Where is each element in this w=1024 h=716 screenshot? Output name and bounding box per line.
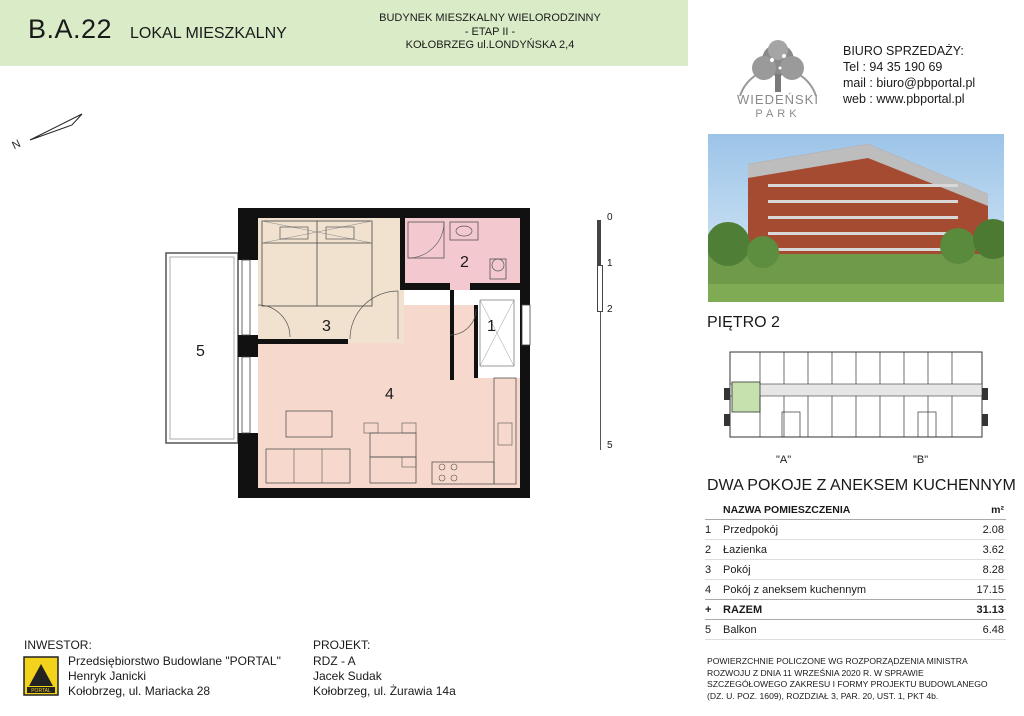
table-row: [705, 560, 1006, 580]
row-area: 31.13: [958, 600, 1006, 620]
building-line: - ETAP II -: [464, 25, 516, 38]
table-row: [705, 580, 1006, 600]
floor-label: PIĘTRO 2: [707, 314, 780, 331]
scale-label: 1: [607, 258, 613, 269]
legal-line: (DZ. U. POZ. 1609), ROZDZIAŁ 3, PAR. 20, UST. 1, PKT 4b.: [707, 690, 939, 701]
building-line: BUDYNEK MIESZKALNY WIELORODZINNY: [379, 12, 601, 24]
unit-type: LOKAL MIESZKALNY: [130, 25, 287, 42]
row-num: +: [705, 600, 723, 620]
sales-mail[interactable]: mail : biuro@pbportal.pl: [843, 76, 976, 90]
stair-a-label: "A": [776, 454, 792, 466]
row-name: Przedpokój: [723, 523, 779, 536]
rooms-table: [705, 501, 1006, 640]
row-area: 3.62: [982, 543, 1004, 556]
row-area: 8.28: [982, 563, 1004, 576]
building-line: KOŁOBRZEG ul.LONDYŃSKA 2,4: [405, 39, 575, 51]
row-num: 3: [705, 563, 712, 576]
scale-label: 0: [607, 212, 613, 223]
wall: [238, 335, 258, 357]
room-number: 1: [487, 318, 496, 335]
table-row: [705, 540, 1006, 560]
row-num: 2: [705, 543, 712, 556]
scale-label: 5: [607, 440, 613, 451]
table-header: [705, 501, 1006, 520]
row-area: 17.15: [976, 583, 1004, 596]
row-area: 6.48: [982, 623, 1004, 636]
table-row: [705, 520, 1006, 540]
investor-heading: INWESTOR:: [24, 638, 92, 652]
living-room-fill-b: [404, 305, 478, 488]
row-num: 4: [705, 583, 712, 596]
row-num: 5: [705, 623, 712, 636]
portal-logo-text: PORTAL: [31, 688, 51, 694]
sales-web[interactable]: web : www.pbportal.pl: [843, 92, 965, 106]
sales-title: BIURO SPRZEDAŻY:: [843, 44, 964, 58]
legal-line: SZCZEGÓŁOWEGO ZAKRESU I FORMY PROJEKTU BUDOWLANEGO: [707, 679, 988, 689]
table-total-row: [705, 600, 1006, 620]
legal-line: POWIERZCHNIE POLICZONE WG ROZPORZĄDZENIA MINISTRA: [707, 656, 968, 666]
investor-details: [68, 654, 281, 699]
row-area: 2.08: [982, 523, 1004, 536]
floor-key-plan: [722, 342, 990, 447]
wiedenski-park-logo: [728, 26, 828, 126]
unit-code: B.A.22: [28, 14, 113, 44]
project-line: Kołobrzeg, ul. Żurawia 14a: [313, 684, 456, 698]
scale-bar: [595, 210, 625, 460]
apartment-type: DWA POKOJE Z ANEKSEM KUCHENNYM: [707, 477, 1016, 494]
wall: [520, 208, 530, 498]
project-heading: PROJEKT:: [313, 638, 371, 652]
stair-b-label: "B": [913, 454, 929, 466]
investor-line: Przedsiębiorstwo Budowlane "PORTAL": [68, 654, 281, 668]
project-line: Jacek Sudak: [313, 669, 382, 683]
room-number: 3: [322, 318, 331, 335]
room-number: 4: [385, 386, 394, 403]
wall: [238, 488, 530, 498]
legal-note: [707, 656, 1007, 702]
sales-office: [843, 43, 975, 107]
kitchenette-fill: [478, 378, 520, 488]
logo-line1: WIEDEŃSKI: [737, 92, 819, 107]
investor-line: Henryk Janicki: [68, 669, 147, 683]
row-name: Balkon: [723, 623, 757, 636]
north-arrow-icon: [10, 108, 90, 153]
room-number: 2: [460, 254, 469, 271]
legal-line: ROZWOJU Z DNIA 11 WRZEŚNIA 2020 R. W SPRAWIE: [707, 667, 924, 678]
header-name: NAZWA POMIESZCZENIA: [723, 501, 958, 520]
wall: [238, 208, 530, 218]
table-balcony-row: [705, 620, 1006, 640]
living-room-fill: [258, 343, 404, 488]
sales-tel: Tel : 94 35 190 69: [843, 60, 943, 74]
wall: [238, 208, 258, 260]
wall: [238, 433, 258, 498]
apartment-floor-plan: [150, 205, 550, 500]
scale-label: 2: [607, 304, 613, 315]
investor-line: Kołobrzeg, ul. Mariacka 28: [68, 684, 211, 698]
project-line: RDZ - A: [313, 654, 356, 668]
compass-label: N: [10, 137, 23, 153]
row-num: 1: [705, 523, 712, 536]
header-unit: m²: [958, 501, 1006, 520]
project-details: [313, 654, 456, 699]
room-number: 5: [196, 343, 205, 360]
row-name: RAZEM: [723, 600, 958, 620]
building-info: [360, 12, 620, 53]
row-name: Pokój z aneksem kuchennym: [723, 583, 867, 596]
logo-line2: PARK: [755, 108, 801, 120]
highlighted-unit: [732, 382, 760, 412]
row-name: Pokój: [723, 563, 751, 576]
row-name: Łazienka: [723, 543, 768, 556]
portal-logo: [23, 656, 59, 696]
building-photo: [708, 134, 1004, 302]
